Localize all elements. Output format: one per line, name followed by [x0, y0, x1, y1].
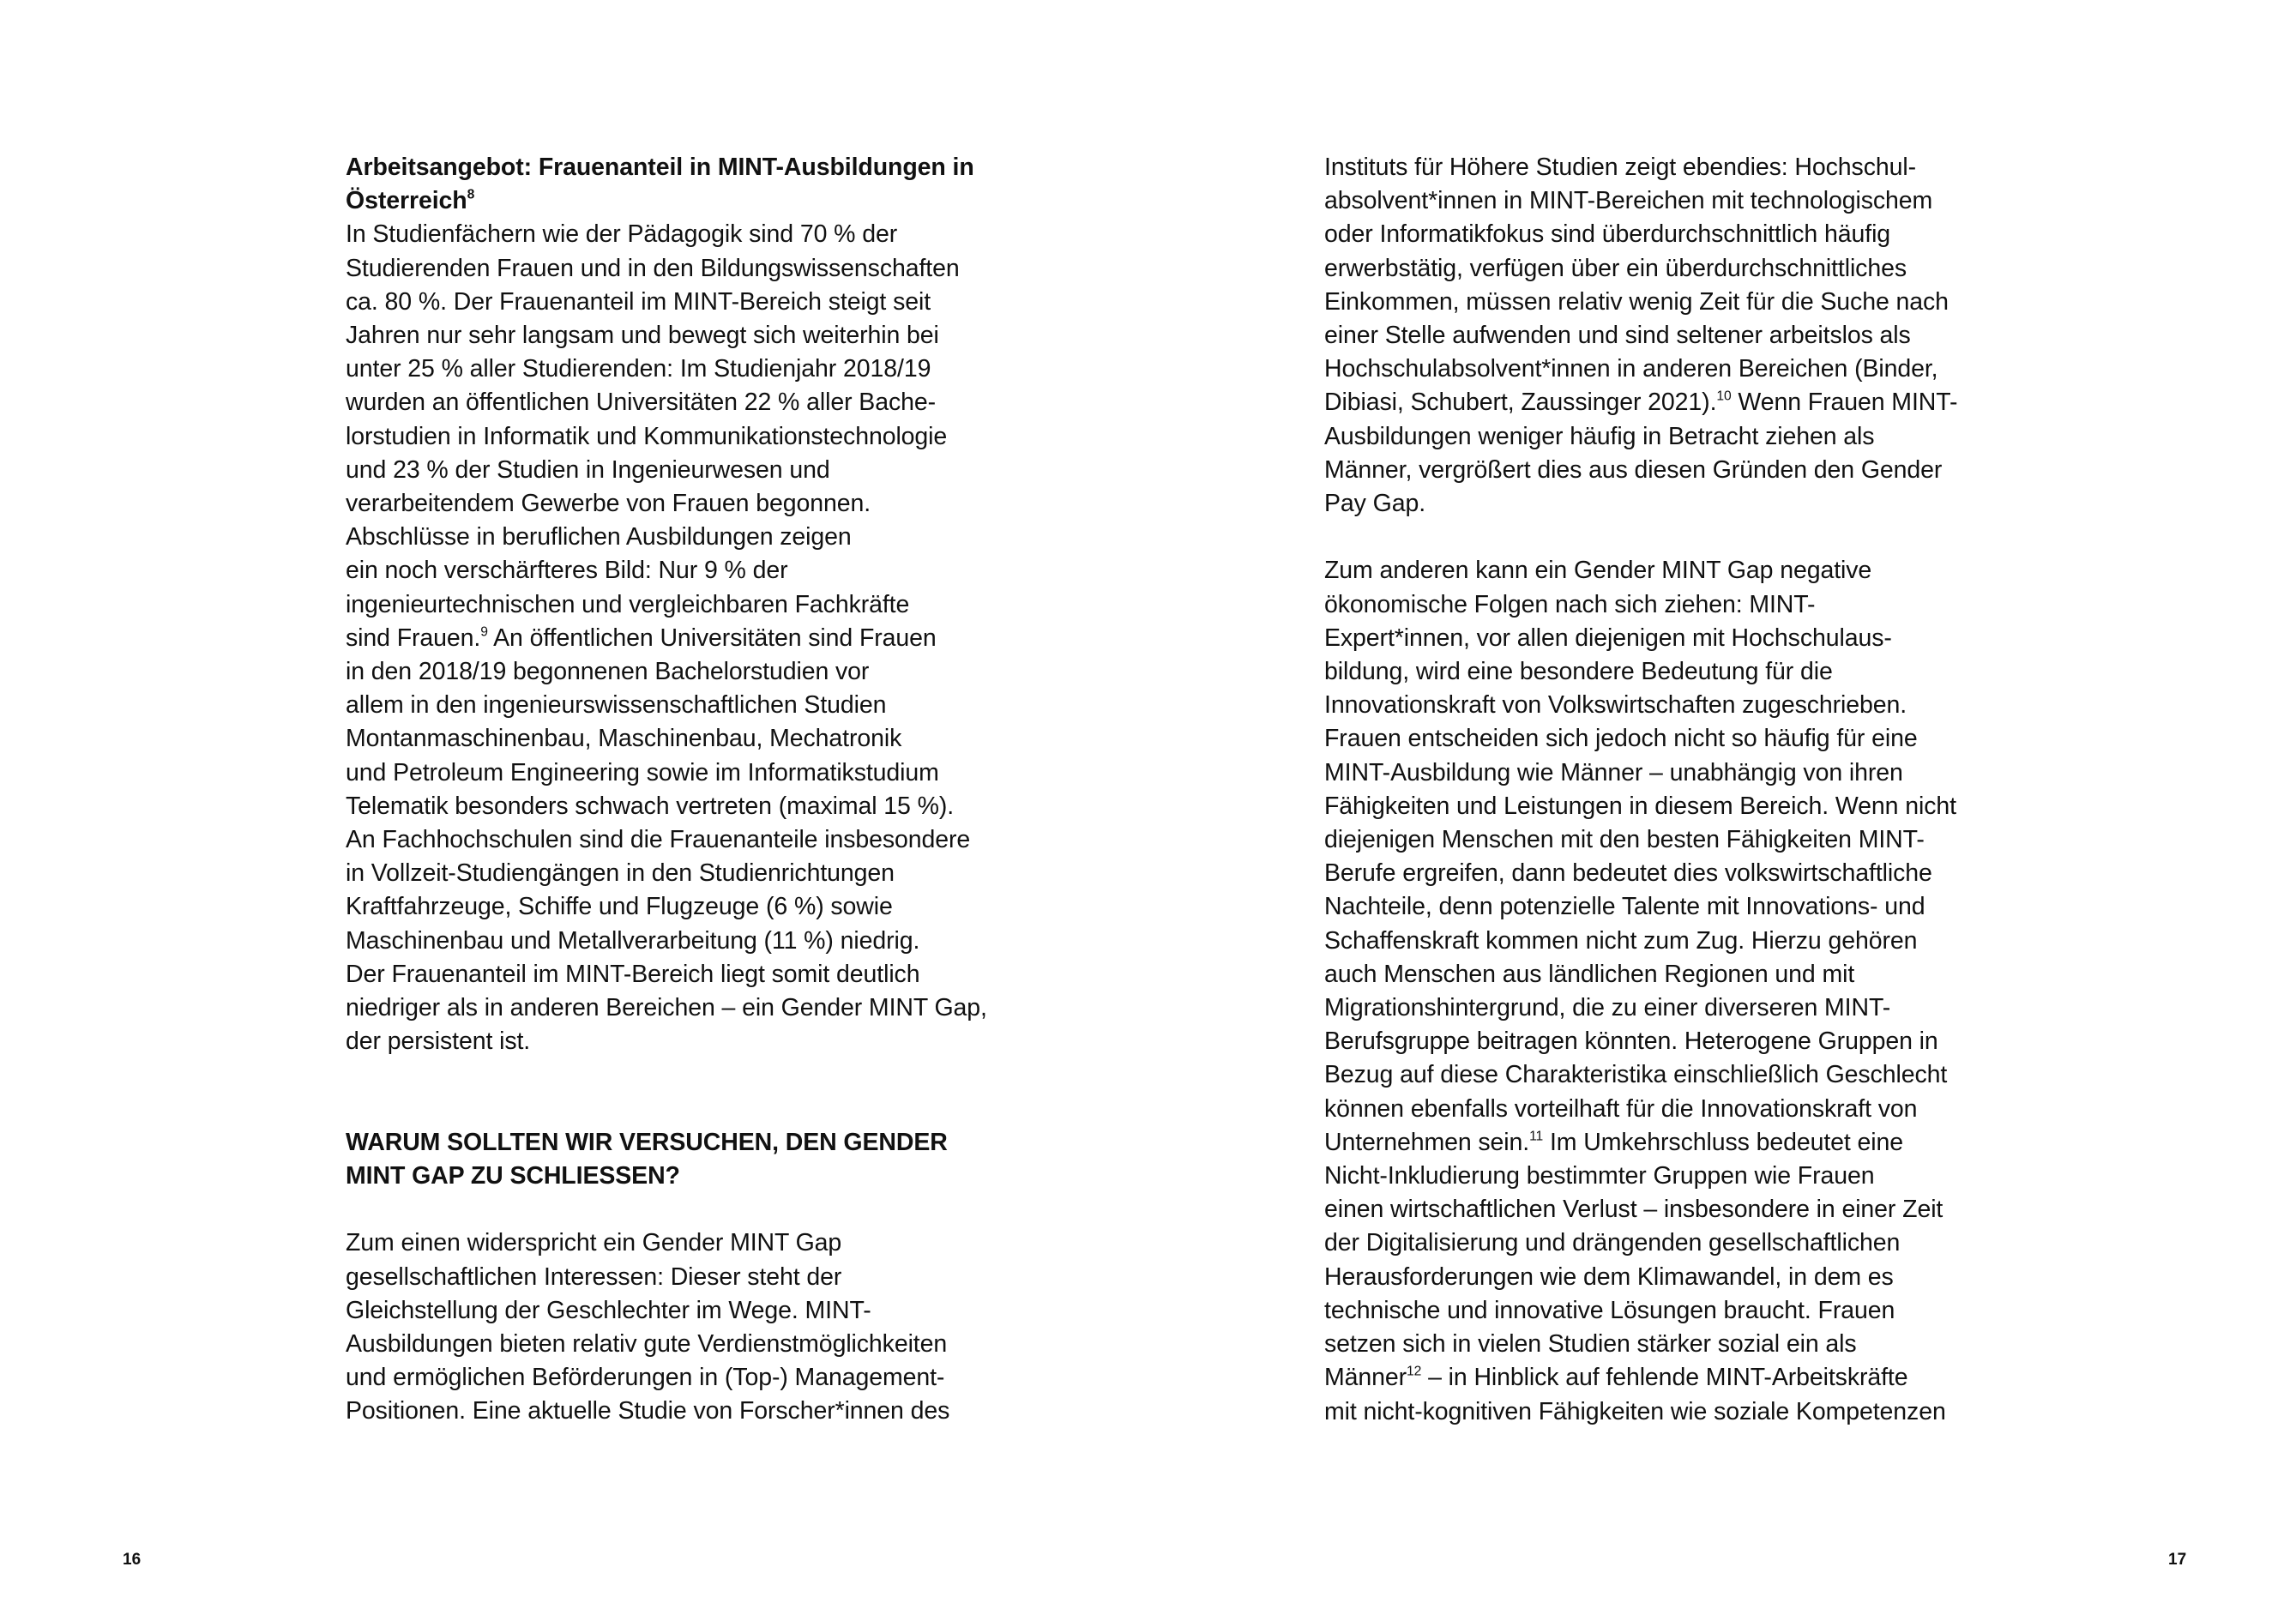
text-line: einer Stelle aufwenden und sind seltener arbeitslos als — [1324, 322, 1911, 350]
text-line: Zum anderen kann ein Gender MINT Gap negative — [1324, 557, 1872, 585]
text-segment: Dibiasi, Schubert, Zaussinger 2021). — [1324, 389, 1717, 417]
footnote-ref[interactable]: 12 — [1407, 1364, 1422, 1379]
text-line — [1324, 1361, 2002, 1395]
body-paragraph — [346, 1226, 1006, 1428]
body-paragraph — [346, 218, 1006, 1058]
text-line: Pay Gap. — [1324, 490, 1426, 518]
text-line: ca. 80 %. Der Frauenanteil im MINT-Bereich steigt seit — [346, 287, 931, 316]
text-line: auch Menschen aus ländlichen Regionen und mit — [1324, 960, 1855, 988]
text-line: in Vollzeit-Studiengängen in den Studienrichtungen — [346, 859, 895, 888]
text-segment: Männer — [1324, 1364, 1407, 1392]
text-line: MINT-Ausbildung wie Männer – unabhängig von ihren — [1324, 758, 1903, 786]
text-line: Positionen. Eine aktuelle Studie von Forscher*innen des — [346, 1397, 950, 1425]
text-line: technische und innovative Lösungen braucht. Frauen — [1324, 1296, 1895, 1324]
text-line: Männer, vergrößert dies aus diesen Gründen den Gender — [1324, 455, 1943, 484]
text-line: der Digitalisierung und drängenden gesellschaftlichen — [1324, 1229, 1901, 1257]
text-line — [1324, 386, 2002, 419]
text-line: und 23 % der Studien in Ingenieurwesen und — [346, 455, 830, 484]
text-segment: – in Hinblick auf fehlende MINT-Arbeitskräfte — [1421, 1364, 1908, 1392]
text-line: Der Frauenanteil im MINT-Bereich liegt somit deutlich — [346, 960, 920, 988]
subheading-line — [346, 184, 1006, 218]
text-line: ingenieurtechnischen und vergleichbaren Fachkräfte — [346, 590, 910, 618]
page-number-left: 16 — [123, 1551, 142, 1569]
text-line: verarbeitendem Gewerbe von Frauen begonnen. — [346, 490, 871, 518]
text-line: Nicht-Inkludierung bestimmter Gruppen wie Frauen — [1324, 1162, 1875, 1190]
text-line: Berufsgruppe beitragen könnten. Heterogene Gruppen in — [1324, 1027, 1938, 1056]
text-line: oder Informatikfokus sind überdurchschnittlich häufig — [1324, 220, 1891, 249]
text-line: Zum einen widerspricht ein Gender MINT Gap — [346, 1229, 842, 1257]
text-line: Kraftfahrzeuge, Schiffe und Flugzeuge (6 %) sowie — [346, 893, 893, 921]
section-heading — [346, 1126, 1006, 1193]
spacer — [346, 1193, 1006, 1226]
text-line: An Fachhochschulen sind die Frauenanteile insbesondere — [346, 826, 971, 854]
text-line: mit nicht-kognitiven Fähigkeiten wie soziale Kompetenzen — [1324, 1397, 1946, 1425]
text-line: ökonomische Folgen nach sich ziehen: MINT- — [1324, 590, 1816, 618]
text-line: und Petroleum Engineering sowie im Informatikstudium — [346, 758, 939, 786]
text-line: Innovationskraft von Volkswirtschaften zugeschrieben. — [1324, 691, 1907, 720]
text-line: Einkommen, müssen relativ wenig Zeit für die Suche nach — [1324, 287, 1949, 316]
text-line: erwerbstätig, verfügen über ein überdurchschnittliches — [1324, 254, 1907, 282]
text-line: Gleichstellung der Geschlechter im Wege. MINT- — [346, 1296, 871, 1324]
text-line: wurden an öffentlichen Universitäten 22 % aller Bache- — [346, 389, 936, 417]
footnote-ref[interactable]: 10 — [1716, 389, 1732, 404]
text-line: In Studienfächern wie der Pädagogik sind 70 % der — [346, 220, 898, 249]
body-paragraph — [1324, 554, 2002, 1428]
body-paragraph — [1324, 151, 2002, 521]
text-line — [346, 622, 1006, 655]
text-line: lorstudien in Informatik und Kommunikationstechnologie — [346, 422, 948, 450]
text-line: absolvent*innen in MINT-Bereichen mit technologischem — [1324, 187, 1933, 215]
footnote-ref[interactable]: 11 — [1529, 1129, 1544, 1144]
text-line: Nachteile, denn potenzielle Talente mit Innovations- und — [1324, 893, 1925, 921]
text-line: Jahren nur sehr langsam und bewegt sich weiterhin bei — [346, 322, 939, 350]
text-line: Abschlüsse in beruflichen Ausbildungen zeigen — [346, 523, 852, 551]
text-line — [1324, 1126, 2002, 1160]
text-line: allem in den ingenieurswissenschaftlichen Studien — [346, 691, 887, 720]
text-line: Telematik besonders schwach vertreten (maximal 15 %). — [346, 792, 955, 820]
section-subheading — [346, 151, 1006, 218]
text-line: niedriger als in anderen Bereichen – ein Gender MINT Gap, — [346, 994, 987, 1022]
text-line: Instituts für Höhere Studien zeigt ebendies: Hochschul- — [1324, 154, 1916, 181]
text-line: diejenigen Menschen mit den besten Fähigkeiten MINT- — [1324, 826, 1925, 854]
text-line: und ermöglichen Beförderungen in (Top-) Management- — [346, 1364, 945, 1392]
page-number-right: 17 — [2168, 1551, 2187, 1569]
text-segment: sind Frauen. — [346, 624, 481, 652]
text-segment: An öffentlichen Universitäten sind Frauen — [487, 624, 937, 652]
text-line: Maschinenbau und Metallverarbeitung (11 %) niedrig. — [346, 926, 920, 955]
text-line: Bezug auf diese Charakteristika einschließlich Geschlecht — [1324, 1061, 1948, 1089]
text-line: Frauen entscheiden sich jedoch nicht so häufig für eine — [1324, 725, 1918, 753]
text-line: ein noch verschärfteres Bild: Nur 9 % der — [346, 557, 788, 585]
text-line: können ebenfalls vorteilhaft für die Innovationskraft von — [1324, 1094, 1918, 1123]
text-line: Berufe ergreifen, dann bedeutet dies volkswirtschaftliche — [1324, 859, 1932, 888]
text-line: in den 2018/19 begonnenen Bachelorstudien vor — [346, 658, 870, 686]
text-line: Fähigkeiten und Leistungen in diesem Bereich. Wenn nicht — [1324, 792, 1956, 820]
text-line: Ausbildungen weniger häufig in Betracht ziehen als — [1324, 422, 1875, 450]
heading-line: MINT GAP ZU SCHLIESSEN? — [346, 1162, 680, 1190]
text-line: bildung, wird eine besondere Bedeutung für die — [1324, 658, 1833, 686]
text-line: Migrationshintergrund, die zu einer diverseren MINT- — [1324, 994, 1891, 1022]
text-segment: Im Umkehrschluss bedeutet eine — [1543, 1128, 1904, 1156]
text-line: einen wirtschaftlichen Verlust – insbesondere in einer Zeit — [1324, 1196, 1943, 1224]
spacer — [346, 1058, 1006, 1125]
left-text-column — [346, 151, 1006, 1429]
heading-line: WARUM SOLLTEN WIR VERSUCHEN, DEN GENDER — [346, 1128, 948, 1156]
text-line: gesellschaftlichen Interessen: Dieser steht der — [346, 1262, 842, 1291]
text-line: Ausbildungen bieten relativ gute Verdienstmöglichkeiten — [346, 1330, 948, 1359]
footnote-ref[interactable]: 8 — [467, 187, 475, 202]
text-line: Montanmaschinenbau, Maschinenbau, Mechatronik — [346, 725, 902, 753]
text-line: Herausforderungen wie dem Klimawandel, in dem es — [1324, 1262, 1894, 1291]
text-line: Schaffenskraft kommen nicht zum Zug. Hierzu gehören — [1324, 926, 1918, 955]
subheading-line: Arbeitsangebot: Frauenanteil in MINT-Ausbildungen in — [346, 154, 974, 181]
subheading-text: Österreich — [346, 187, 467, 215]
text-line: Studierenden Frauen und in den Bildungswissenschaften — [346, 254, 960, 282]
text-line: Hochschulabsolvent*innen in anderen Bereichen (Binder, — [1324, 355, 1938, 383]
footnote-ref[interactable]: 9 — [480, 624, 488, 640]
text-line: unter 25 % aller Studierenden: Im Studienjahr 2018/19 — [346, 355, 931, 383]
text-segment: Wenn Frauen MINT- — [1731, 389, 1958, 417]
text-line: der persistent ist. — [346, 1027, 531, 1056]
text-line: Expert*innen, vor allen diejenigen mit Hochschulaus- — [1324, 624, 1892, 652]
text-segment: Unternehmen sein. — [1324, 1128, 1530, 1156]
text-line: setzen sich in vielen Studien stärker sozial ein als — [1324, 1330, 1857, 1359]
right-text-column — [1324, 151, 2002, 1429]
spacer — [1324, 521, 2002, 554]
